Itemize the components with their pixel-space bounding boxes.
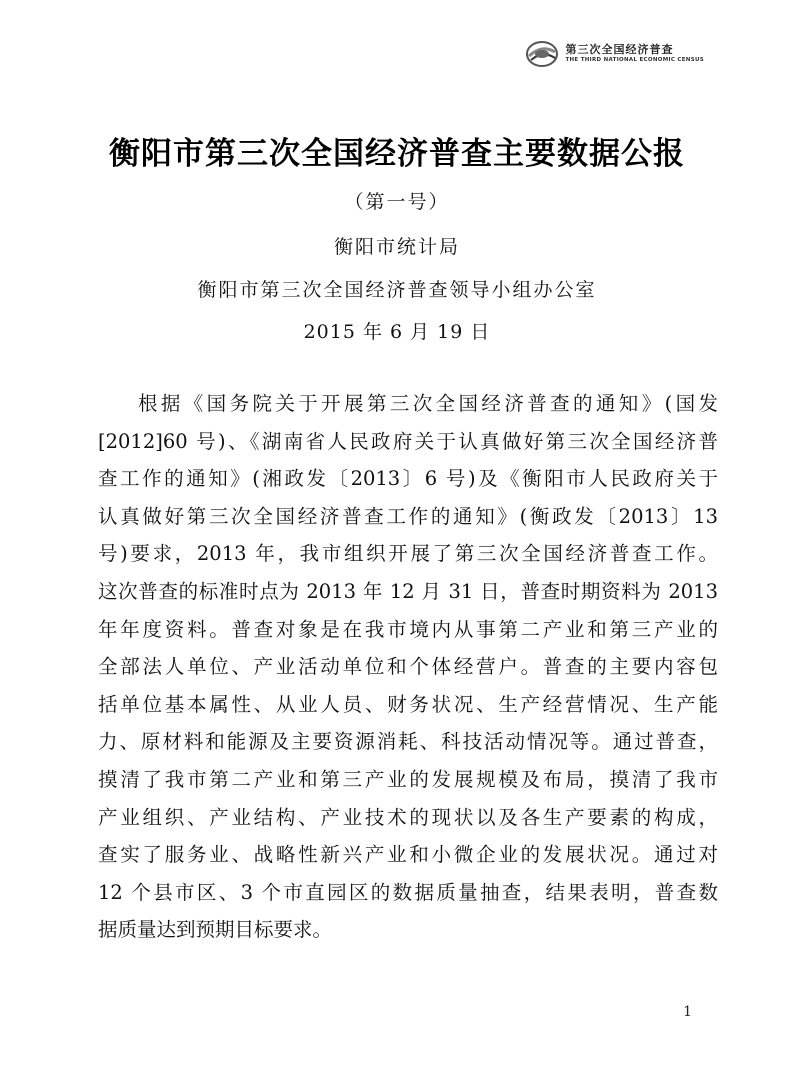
body-line: 年年度资料。普查对象是在我市境内从事第二产业和第三产业的: [98, 617, 718, 641]
logo-text: [565, 44, 704, 64]
publication-date: 2015 年 6 月 19 日: [303, 321, 491, 343]
document-title: 衡阳市第三次全国经济普查主要数据公报: [109, 136, 685, 172]
body-line: 查工作的通知》(湘政发〔2013〕6 号)及《衡阳市人民政府关于: [98, 467, 718, 491]
body-line: 括单位基本属性、从业人员、财务状况、生产经营情况、生产能: [98, 692, 718, 716]
issuer-census-office: 衡阳市第三次全国经济普查领导小组办公室: [197, 279, 597, 301]
logo-chinese-text: 第三次全国经济普查: [565, 43, 674, 57]
body-line: 根据《国务院关于开展第三次全国经济普查的通知》(国发: [138, 392, 718, 415]
issue-number: （第一号）: [344, 191, 450, 213]
body-line: 据质量达到预期目标要求。: [98, 918, 333, 942]
census-emblem-icon: [525, 40, 559, 68]
body-line: [2012]60 号)、《湖南省人民政府关于认真做好第三次全国经济普: [98, 429, 718, 453]
body-line: 摸清了我市第二产业和第三产业的发展规模及布局，摸清了我市: [98, 767, 718, 791]
body-line: 12 个县市区、3 个市直园区的数据质量抽查，结果表明，普查数: [98, 880, 718, 904]
body-line: 查实了服务业、战略性新兴产业和小微企业的发展状况。通过对: [98, 843, 718, 867]
body-line: 这次普查的标准时点为 2013 年 12 月 31 日，普查时期资料为 2013: [98, 579, 718, 603]
logo-english-text: THE THIRD NATIONAL ECONOMIC CENSUS: [565, 57, 704, 64]
issuer-statistics-bureau: 衡阳市统计局: [333, 236, 460, 258]
body-line: 号)要求，2013 年，我市组织开展了第三次全国经济普查工作。: [98, 542, 718, 566]
body-line: 力、原材料和能源及主要资源消耗、科技活动情况等。通过普查，: [98, 730, 718, 754]
body-line: 认真做好第三次全国经济普查工作的通知》(衡政发〔2013〕13: [98, 504, 718, 528]
body-paragraph: [98, 385, 718, 949]
body-line: 全部法人单位、产业活动单位和个体经营户。普查的主要内容包: [98, 655, 718, 679]
body-line: 产业组织、产业结构、产业技术的现状以及各生产要素的构成，: [98, 805, 718, 829]
census-logo: [525, 40, 704, 68]
page-number: 1: [683, 1004, 692, 1020]
